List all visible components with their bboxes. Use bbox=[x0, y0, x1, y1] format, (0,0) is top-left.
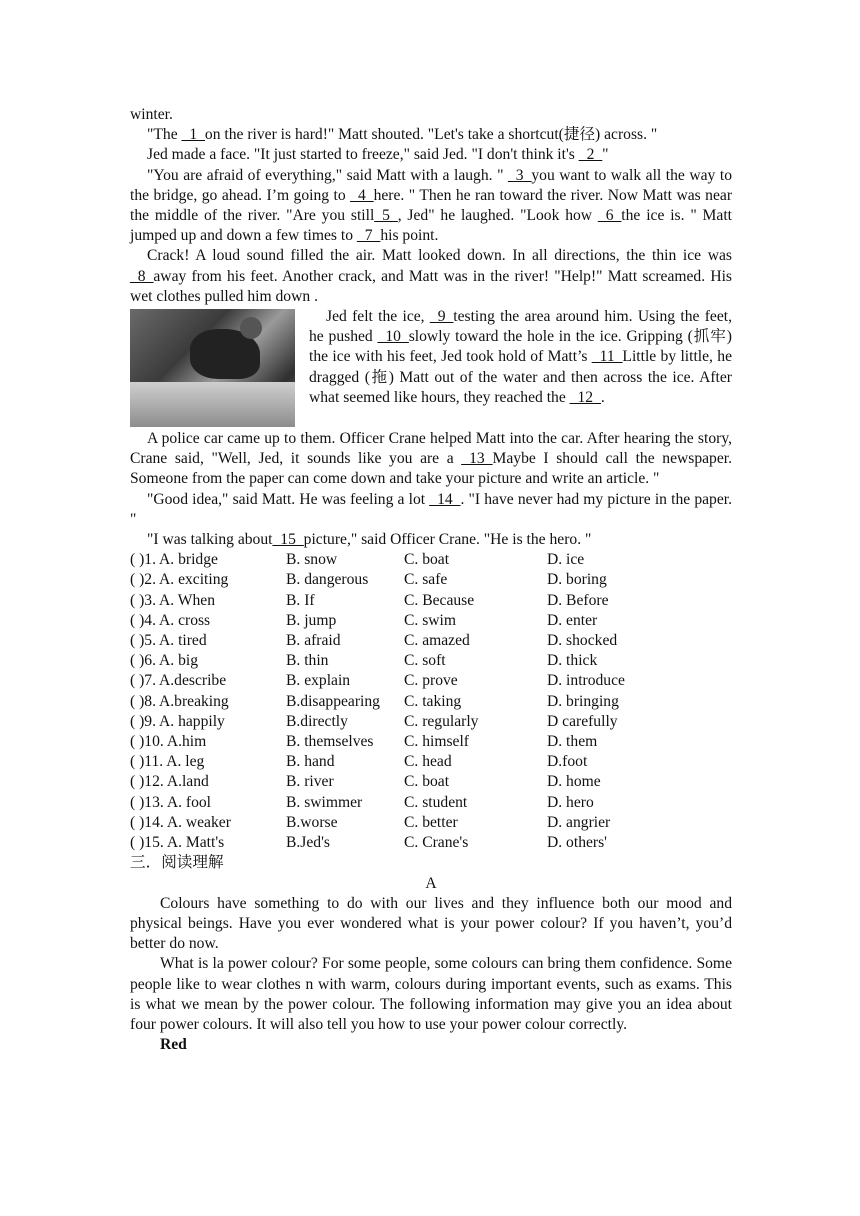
story-paragraph: "The _1_on the river is hard!" Matt shouted. "Let's take a shortcut(捷径) across. " bbox=[147, 126, 658, 144]
story-paragraph: Jed made a face. "It just started to freeze," said Jed. "I don't think it's _2_" bbox=[147, 146, 609, 164]
story-paragraph: "You are afraid of everything," said Matt with a laugh. " _3_you want to walk all the way to the bridge, go ahead. I’m going to _4_here. " Then he ran toward the river. Now Matt was near the middle of the river. "Are you still_5_, Jed" he laughed. "Look how _6_the ice is. " Matt jumped up and down a few times to _7_his point. bbox=[130, 166, 733, 245]
question-row bbox=[130, 833, 732, 853]
question-number[interactable]: ( )9. A. happily bbox=[130, 712, 225, 730]
blank-14[interactable]: _14_ bbox=[429, 490, 461, 508]
option-d: D. enter bbox=[547, 611, 598, 629]
blank-6[interactable]: _6_ bbox=[597, 207, 622, 225]
question-number[interactable]: ( )2. A. exciting bbox=[130, 571, 229, 589]
option-d: D carefully bbox=[547, 712, 618, 730]
story-paragraph: "I was talking about_15_picture," said Officer Crane. "He is the hero. " bbox=[147, 531, 592, 549]
option-d: D. bringing bbox=[547, 692, 619, 710]
option-b: B. explain bbox=[286, 672, 351, 690]
story-paragraph: winter. bbox=[130, 106, 173, 123]
question-number[interactable]: ( )13. A. fool bbox=[130, 793, 211, 811]
blank-1[interactable]: _1_ bbox=[181, 126, 205, 144]
blank-12[interactable]: _12_ bbox=[569, 388, 601, 406]
option-c: C. better bbox=[404, 813, 458, 831]
option-b: B.worse bbox=[286, 813, 338, 831]
story-paragraph: A police car came up to them. Officer Crane helped Matt into the car. After hearing the story, Crane said, "Well, Jed, it sounds like you are a _13_Maybe I should call the newspaper. Someone from the paper can come down and take your picture and write an article. " bbox=[130, 430, 732, 488]
question-number[interactable]: ( )5. A. tired bbox=[130, 632, 207, 650]
question-number[interactable]: ( )14. A. weaker bbox=[130, 813, 231, 831]
blank-9[interactable]: _9_ bbox=[429, 308, 454, 326]
question-number[interactable]: ( )7. A.describe bbox=[130, 672, 227, 690]
blank-4[interactable]: _4_ bbox=[350, 186, 374, 204]
question-row bbox=[130, 631, 732, 651]
option-d: D. hero bbox=[547, 793, 594, 811]
option-d: D. them bbox=[547, 733, 598, 751]
option-d: D. others' bbox=[547, 834, 607, 852]
story-passage bbox=[130, 105, 732, 1055]
question-row bbox=[130, 712, 732, 732]
option-c: C. regularly bbox=[404, 712, 479, 730]
question-row bbox=[130, 591, 732, 611]
option-b: B.Jed's bbox=[286, 834, 330, 852]
question-number[interactable]: ( )12. A.land bbox=[130, 773, 209, 791]
blank-10[interactable]: _10_ bbox=[377, 328, 409, 346]
question-number[interactable]: ( )10. A.him bbox=[130, 733, 207, 751]
passage-letter: A bbox=[425, 874, 437, 892]
option-b: B. dangerous bbox=[286, 571, 369, 589]
blank-7[interactable]: _7_ bbox=[356, 227, 381, 245]
blank-13[interactable]: _13_ bbox=[461, 450, 493, 468]
option-d: D. boring bbox=[547, 571, 607, 589]
option-d: D. Before bbox=[547, 591, 609, 609]
option-d: D. angrier bbox=[547, 813, 611, 831]
question-row bbox=[130, 813, 732, 833]
option-d: D. shocked bbox=[547, 632, 618, 650]
option-b: B.directly bbox=[286, 712, 348, 730]
question-row bbox=[130, 772, 732, 792]
option-c: C. amazed bbox=[404, 632, 470, 650]
option-c: C. swim bbox=[404, 611, 456, 629]
option-b: B. If bbox=[286, 591, 315, 609]
question-number[interactable]: ( )3. A. When bbox=[130, 591, 216, 609]
option-b: B.disappearing bbox=[286, 692, 380, 710]
passage-subheading: Red bbox=[160, 1036, 187, 1054]
question-number[interactable]: ( )8. A.breaking bbox=[130, 692, 229, 710]
question-row bbox=[130, 651, 732, 671]
question-row bbox=[130, 611, 732, 631]
rescue-photo bbox=[130, 309, 295, 427]
question-number[interactable]: ( )11. A. leg bbox=[130, 753, 205, 771]
option-c: C. student bbox=[404, 793, 468, 811]
passage-paragraph: Colours have something to do with our lives and they influence both our mood and physical beings. Have you ever wondered what is your power colour? If you haven’t, you’d better do now. bbox=[130, 894, 732, 953]
story-paragraph: Crack! A loud sound filled the air. Matt looked down. In all directions, the thin ice was _8_away from his feet. Another crack, and Matt was in the river! "Help!" Matt screamed. His wet clothes pulled him down . bbox=[130, 247, 732, 305]
option-c: C. prove bbox=[404, 672, 458, 690]
blank-5[interactable]: _5_ bbox=[374, 207, 398, 225]
option-c: C. himself bbox=[404, 733, 469, 751]
question-number[interactable]: ( )15. A. Matt's bbox=[130, 834, 225, 852]
question-row bbox=[130, 550, 732, 570]
option-b: B. themselves bbox=[286, 733, 374, 751]
blank-2[interactable]: _2_ bbox=[578, 146, 603, 164]
question-row bbox=[130, 570, 732, 590]
question-number[interactable]: ( )1. A. bridge bbox=[130, 551, 218, 569]
story-paragraph: Jed felt the ice, _9_testing the area around him. Using the feet, he pushed _10_slowly toward the hole in the ice. Gripping (抓牢) the ice with his feet, Jed took hold of Matt’s _11_Little by little, he dragged (拖) Matt out of the water and then across the ice. After what seemed like hours, they reached the _12_. bbox=[309, 308, 732, 406]
option-c: C. Crane's bbox=[404, 834, 469, 852]
option-c: C. boat bbox=[404, 773, 450, 791]
option-c: C. Because bbox=[404, 591, 475, 609]
question-row bbox=[130, 793, 732, 813]
option-b: B. jump bbox=[286, 611, 337, 629]
option-b: B. hand bbox=[286, 753, 335, 771]
story-paragraph: "Good idea," said Matt. He was feeling a lot _14_. "I have never had my picture in the paper. " bbox=[130, 490, 732, 528]
option-d: D. home bbox=[547, 773, 601, 791]
option-b: B. snow bbox=[286, 551, 338, 569]
passage-paragraph: What is la power colour? For some people, some colours can bring them confidence. Some people like to wear clothes n with warm, colours during important events, such as exams. This is what we mean by the power colour. The following information may give you an idea about four power colours. It will also tell you how to use your power colour correctly. bbox=[130, 955, 732, 1033]
blank-8[interactable]: _8_ bbox=[130, 267, 154, 285]
section-heading: 三．阅读理解 bbox=[130, 854, 224, 872]
options-table bbox=[130, 550, 732, 853]
option-c: C. taking bbox=[404, 692, 462, 710]
question-row bbox=[130, 752, 732, 772]
option-b: B. afraid bbox=[286, 632, 341, 650]
option-d: D. introduce bbox=[547, 672, 625, 690]
question-row bbox=[130, 671, 732, 691]
option-c: C. safe bbox=[404, 571, 448, 589]
question-row bbox=[130, 732, 732, 752]
question-number[interactable]: ( )6. A. big bbox=[130, 652, 199, 670]
option-d: D. thick bbox=[547, 652, 598, 670]
option-d: D.foot bbox=[547, 753, 588, 771]
option-c: C. head bbox=[404, 753, 452, 771]
blank-15[interactable]: _15_ bbox=[272, 531, 304, 549]
question-number[interactable]: ( )4. A. cross bbox=[130, 611, 211, 629]
option-b: B. river bbox=[286, 773, 334, 791]
option-d: D. ice bbox=[547, 551, 585, 569]
option-b: B. thin bbox=[286, 652, 329, 670]
option-c: C. boat bbox=[404, 551, 450, 569]
blank-11[interactable]: _11_ bbox=[591, 348, 623, 366]
option-c: C. soft bbox=[404, 652, 446, 670]
blank-3[interactable]: _3_ bbox=[507, 166, 532, 184]
option-b: B. swimmer bbox=[286, 793, 363, 811]
question-row bbox=[130, 692, 732, 712]
